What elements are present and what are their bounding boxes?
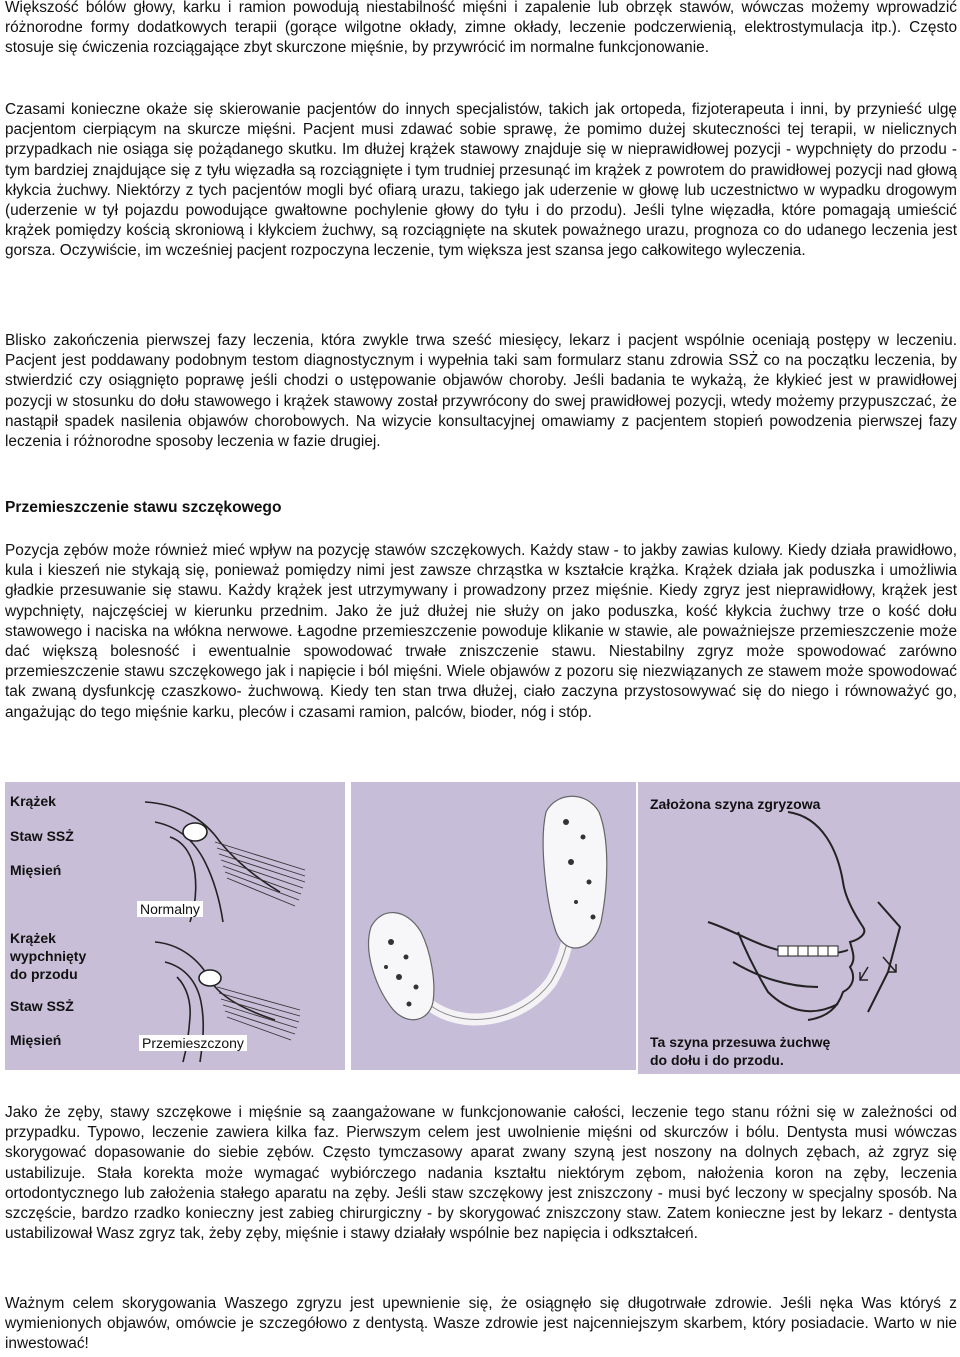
label-disc: Krążek [10, 793, 56, 809]
splint-caption-1: Ta szyna przesuwa żuchwę [650, 1034, 831, 1050]
joint-diagram-drawing [5, 782, 345, 1070]
paragraph-teeth-position: Pozycja zębów może również mieć wpływ na pozycję stawów szczękowych. Każdy staw - to jakby zawias kulowy. Kiedy działa prawidłowo, kula i kieszeń nie stykają się, ponieważ pomiędzy nimi jest zawsze chrząstka w kształcie krążka. Krążek działa jak poduszka i umożliwia gładkie przesuwanie się stawu. Każdy krążek jest utrzymywany i prowadzony przez mięśnie. Kiedy zgryz jest nieprawidłowy, krążek jest wypchnięty, najczęściej w kierunku przednim. Jako że już dłużej nie służy on jako poduszka, kość kłykcia żuchwy trze o kość dołu stawowego i naciska na włókna nerwowe. Łagodne przemieszczenie powoduje klikanie w stawie, ale poważniejsze przemieszczenie może dać większą bolesność i ewentualnie spowodować trwałe zniszczenie stawu. Niestabilny zgryz może spowodować zarówno przemieszczenie stawu szczękowego jak i napięcie i ból mięśni. Wiele objawów z pozoru się niezwiązanych ze stawem może spowodować tak zwaną dysfunkcję czaszkowo- żuchwową. Kiedy ten stan trwa dłużej, ciało zaczyna przystosowywać się do niego i równoważyć go, angażując do tego mięśnie karku, pleców i czasami ramion, palców, bioder, nóg i stóp. [5, 542, 957, 721]
label-disc-forward-2: wypchnięty [10, 948, 87, 964]
splint-photo-panel [351, 782, 636, 1070]
paragraph-treatment: Jako że zęby, stawy szczękowe i mięśnie są zaangażowane w funkcjonowanie całości, leczenie tego stanu różni się w zależności od przypadku. Typowo, leczenie zawiera kilka faz. Pierwszym celem jest uwolnienie mięśni od skurczów i bólu. Dentysta musi wówczas skorygować dopasowanie do siebie zębów. Często tymczasowy aparat zwany szyną jest noszony na dolnych zębach, aż zgryz się ustabilizuje. Stała korekta może wymagać wybiórczego nadania kształtu niektórym zębom, nałożenia koron na zęby, leczenia ortodontycznego lub założenia stałego aparatu na zęby. Jeśli staw szczękowy jest zniszczony - musi być leczony w specjalny sposób. Na szczęście, bardzo rzadko konieczny jest zabieg chirurgiczny - by skorygować zniszczony staw. Zatem konieczne jest by lekarz - dentysta ustabilizował Wasz zgryz tak, żeby zęby, mięśnie i stawy działały wspólnie bez napięcia i odkształceń. [5, 1104, 957, 1243]
face-profile-panel [638, 782, 960, 1074]
paragraph-therapies: Większość bólów głowy, karku i ramion powodują niestabilność mięśni i zapalenie lub obrzęk stawów, wówczas możemy wprowadzić różnorodne formy dodatkowych terapii (gorące wilgotne okłady, zimne okłady, leczenie podczerwienią, elektrostymulacja itp.). Często stosuje się ćwiczenia rozciągające zbyt skurczone mięśnie, by przywrócić im normalne funkcjonowanie. [5, 0, 957, 57]
face-profile-drawing [638, 782, 960, 1074]
label-joint-2: Staw SSŻ [10, 998, 74, 1014]
paragraph-conclusion: Ważnym celem skorygowania Waszego zgryzu jest upewnienie się, że osiągnęło się długotrwałe zdrowie. Jeśli nęka Was któryś z wymienionych objawów, omówcie je szczegółowo z dentystą. Wasze zdrowie jest najcenniejszym skarbem, który posiadacie. Warto w nie inwestować! [5, 1295, 957, 1353]
label-disc-forward-3: do przodu [10, 966, 78, 982]
caption-normal: Normalny [137, 901, 203, 917]
label-muscle-2: Mięsień [10, 1032, 62, 1048]
label-muscle: Mięsień [10, 862, 62, 878]
joint-diagram-panel [5, 782, 345, 1070]
illustration-figure [5, 782, 960, 1074]
splint-caption-2: do dołu i do przodu. [650, 1052, 784, 1068]
label-disc-forward-1: Krążek [10, 930, 56, 946]
caption-displaced: Przemieszczony [139, 1035, 247, 1051]
paragraph-specialists: Czasami konieczne okaże się skierowanie pacjentów do innych specjalistów, takich jak ortopeda, fizjoterapeuta i inni, by przynieść ulgę pacjentom cierpiącym na skurcze mięśni. Pacjent musi zdawać sobie sprawę, że pomimo dużej skuteczności tej terapii, w nielicznych przypadkach nie osiąga się pożądanego skutku. Im dłużej krążek stawowy znajduje się w nieprawidłowej pozycji - wypchnięty do przodu - tym bardziej znajdujące się z tyłu więzadła są rozciągnięte i tym trudniej przesunąć im krążek z powrotem do prawidłowej pozycji nad głową kłykcia żuchwy. Niektórzy z tych pacjentów mogli być ofiarą urazu, takiego jak uderzenie w głowę lub uczestnictwo w wypadku drogowym (uderzenie w tył pojazdu powodujące gwałtowne pochylenie głowy do tyłu i do przodu). Jeśli tylne więzadła, które pomagają umieścić krążek pomiędzy kością skroniową i kłykciem żuchwy, są rozciągnięte na skutek poważnego urazu, prognoza co do udanego leczenia jest gorsza. Oczywiście, im wcześniej pacjent rozpoczyna leczenie, tym większa jest szansa jego całkowitego wyleczenia. [5, 101, 957, 260]
section-heading: Przemieszczenie stawu szczękowego [5, 499, 282, 516]
label-joint: Staw SSŻ [10, 828, 74, 844]
splint-title: Założona szyna zgryzowa [650, 796, 821, 812]
splint-drawing [351, 782, 636, 1070]
paragraph-first-phase: Blisko zakończenia pierwszej fazy leczenia, która zwykle trwa sześć miesięcy, lekarz i pacjent wspólnie oceniają postępy w leczeniu. Pacjent jest poddawany podobnym testom diagnostycznym i wypełnia taki sam formularz stanu zdrowia SSŻ co na początku leczenia, by stwierdzić czy osiągnięto poprawę jeśli chodzi o ustępowanie objawów choroby. Jeśli badania te wykażą, że kłykieć jest w prawidłowej pozycji w stosunku do dołu stawowego i krążek stawowy został przywrócony do swej prawidłowej pozycji, wtedy możemy przypuszczać, że nastąpił spadek nasilenia objawów chorobowych. Na wizycie konsultacyjnej omawiamy z pacjentem stopień powodzenia pierwszej fazy leczenia i różnorodne sposoby leczenia w fazie drugiej. [5, 332, 957, 451]
